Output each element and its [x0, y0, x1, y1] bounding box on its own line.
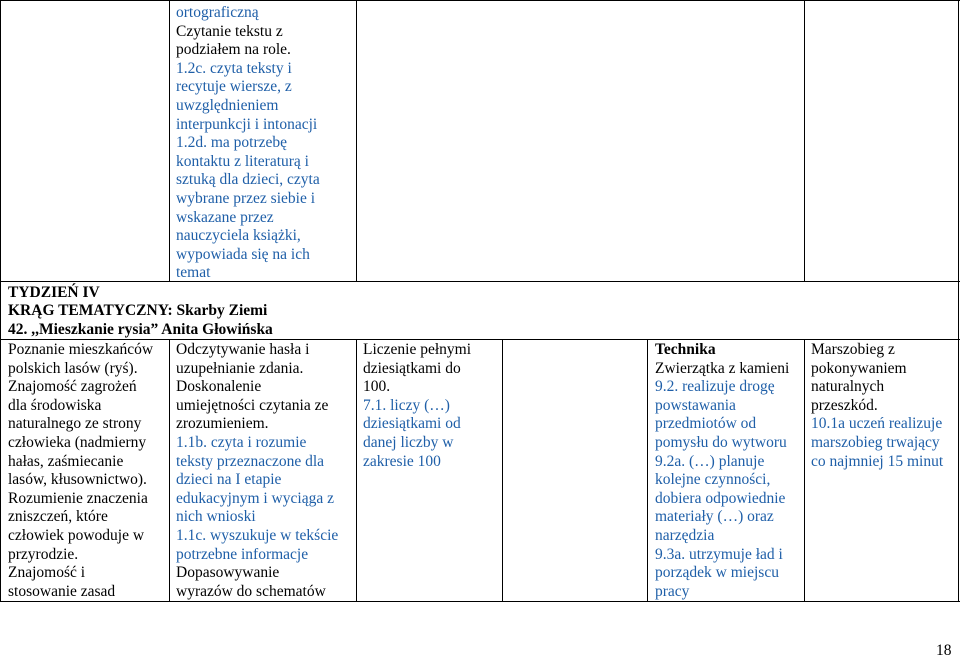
text-line: lasów, kłusownictwo). — [8, 471, 147, 489]
text-line: dobiera odpowiednie — [655, 489, 786, 507]
text-line: Poznanie mieszkańców — [8, 341, 154, 358]
theme-heading: KRĄG TEMATYCZNY: Skarby Ziemi — [8, 302, 268, 319]
text-line: powstawania — [655, 396, 736, 414]
text-line: stosowanie zasad — [8, 582, 116, 600]
text-line: wskazane przez — [176, 208, 274, 226]
top-border — [0, 0, 960, 1]
cell-polish-education — [176, 341, 338, 601]
text-line: uzupełnianie zdania. — [176, 359, 304, 377]
text-line: dziesiątkami do — [363, 359, 461, 377]
text-line: człowieka (nadmierny — [8, 433, 147, 451]
text-line: przedmiotów od — [655, 415, 757, 433]
text-line: Czytanie tekstu z — [176, 22, 283, 40]
cell-nature-education — [8, 341, 153, 601]
upper-col-divider-2 — [356, 0, 357, 282]
row-col-divider-4 — [647, 339, 648, 602]
text-line: kolejne czynności, — [655, 471, 771, 489]
text-line: zrozumieniem. — [176, 415, 269, 433]
text-line: nauczyciela książki, — [176, 227, 301, 245]
text-line: naturalnych — [811, 378, 885, 396]
text-line: dziesiątkami od — [363, 415, 461, 433]
text-line: Doskonalenie — [176, 378, 262, 396]
text-line: materiały (…) oraz — [655, 508, 774, 526]
text-line: Rozumienie znaczenia — [8, 489, 148, 507]
text-line: edukacyjnym i wyciąga z — [176, 489, 334, 507]
text-line: 10.1a uczeń realizuje — [811, 415, 943, 433]
lesson-heading: 42. ,,Mieszkanie rysia” Anita Głowińska — [8, 321, 273, 338]
text-line: 100. — [363, 378, 391, 396]
cell-math-education — [363, 341, 471, 471]
text-line: hałas, zaśmiecanie — [8, 452, 124, 470]
text-line: dla środowiska — [8, 396, 102, 414]
upper-col-divider-1 — [169, 0, 170, 282]
text-line: pomysłu do wytworu — [655, 433, 787, 451]
text-line: pokonywaniem — [811, 359, 907, 377]
text-line: 1.2c. czyta teksty i — [176, 59, 292, 77]
text-line: dzieci na I etapie — [176, 471, 282, 489]
text-line: co najmniej 15 minut — [811, 452, 944, 470]
text-line: naturalnego ze strony — [8, 415, 142, 433]
text-line: marszobieg trwający — [811, 433, 940, 451]
table-right-border — [958, 0, 959, 602]
text-line: zniszczeń, które — [8, 508, 108, 526]
row-col-divider-1 — [169, 339, 170, 602]
cell-physical-education — [811, 341, 943, 471]
text-line: 7.1. liczy (…) — [363, 396, 450, 414]
text-line: danej liczby w — [363, 433, 454, 451]
text-line: recytuje wiersze, z — [176, 78, 292, 96]
text-line: ortograficzną — [176, 4, 259, 21]
row-col-divider-5 — [804, 339, 805, 602]
text-line: Marszobieg z — [811, 341, 895, 358]
text-line: podziałem na role. — [176, 41, 291, 59]
text-line: pracy — [655, 582, 690, 600]
text-line: kontaktu z literaturą i — [176, 152, 309, 170]
text-line: 9.2. realizuje drogę — [655, 378, 775, 396]
text-line: Technika — [655, 341, 716, 358]
text-line: 1.1c. wyszukuje w tekście — [176, 526, 339, 544]
section-top-border — [0, 281, 960, 282]
page-number: 18 — [936, 642, 952, 659]
text-line: 9.3a. utrzymuje ład i — [655, 545, 783, 563]
text-line: interpunkcji i intonacji — [176, 115, 318, 133]
text-line: przeszkód. — [811, 396, 878, 414]
row-col-divider-2 — [356, 339, 357, 602]
text-line: wyrazów do schematów — [176, 582, 326, 600]
text-line: polskich lasów (ryś). — [8, 359, 138, 377]
text-line: zakresie 100 — [363, 452, 441, 470]
text-line: teksty przeznaczone dla — [176, 452, 325, 470]
text-line: 1.1b. czyta i rozumie — [176, 433, 307, 451]
text-line: Zwierzątka z kamieni — [655, 359, 790, 377]
text-line: porządek w miejscu — [655, 564, 779, 582]
text-line: narzędzia — [655, 526, 715, 544]
text-line: temat — [176, 264, 211, 282]
text-line: Liczenie pełnymi — [363, 341, 472, 358]
text-line: 1.2d. ma potrzebę — [176, 134, 288, 152]
text-line: 9.2a. (…) planuje — [655, 452, 765, 470]
text-line: Odczytywanie hasła i — [176, 341, 310, 358]
text-line: sztuką dla dzieci, czyta — [176, 171, 320, 189]
text-line: umiejętności czytania ze — [176, 396, 329, 414]
text-line: potrzebne informacje — [176, 545, 309, 563]
table-left-border — [0, 0, 1, 602]
cell-technology-education — [655, 341, 789, 601]
text-line: wybrane przez siebie i — [176, 189, 316, 207]
row-col-divider-3 — [502, 339, 503, 602]
upper-col-divider-3 — [804, 0, 805, 282]
text-line: człowiek powoduje w — [8, 526, 145, 544]
text-line: Znajomość i — [8, 564, 86, 582]
text-line: nich wnioski — [176, 508, 256, 526]
text-line: przyrodzie. — [8, 545, 79, 563]
text-line: uwzględnieniem — [176, 96, 279, 114]
text-line: Znajomość zagrożeń — [8, 378, 137, 396]
top-cell-text — [176, 4, 320, 283]
week-heading: TYDZIEŃ IV — [8, 284, 100, 301]
text-line: wypowiada się na ich — [176, 245, 310, 263]
text-line: Dopasowywanie — [176, 564, 280, 582]
